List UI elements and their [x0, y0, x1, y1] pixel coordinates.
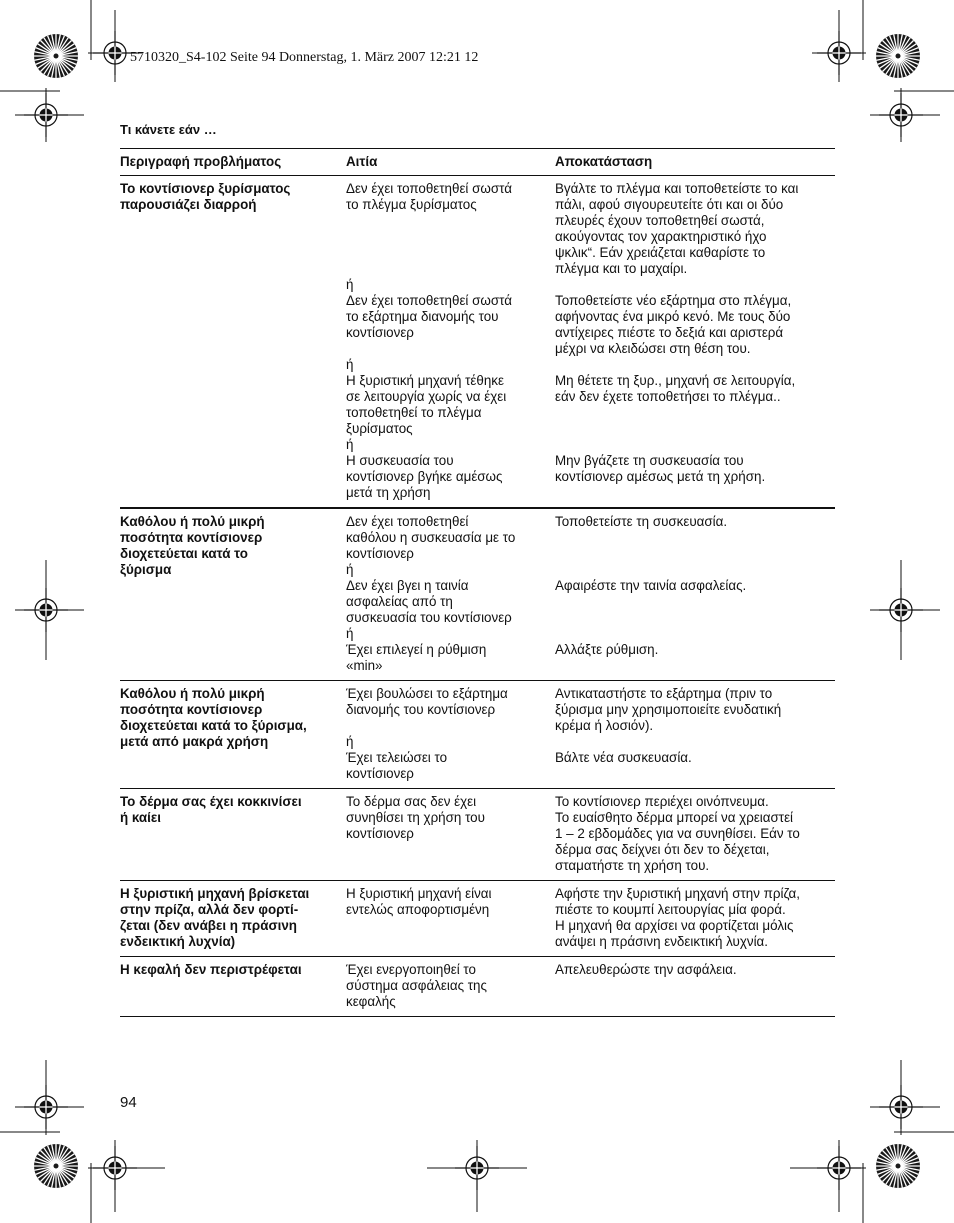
cause-remedy-group	[346, 514, 835, 674]
cause-remedy-pair	[346, 562, 835, 626]
cause-remedy-pair	[346, 181, 835, 277]
cause-text: Έχει βουλώσει το εξάρτημα διανομής του κοντίσιονερ	[346, 686, 508, 717]
cause-remedy-group	[346, 962, 835, 1010]
cause-remedy-group	[346, 181, 835, 501]
column-header-problem: Περιγραφή προβλήματος	[120, 154, 282, 169]
cause-text: Δεν έχει τοποθετηθεί σωστά το πλέγμα ξυρίσματος	[346, 181, 512, 212]
column-header-remedy: Αποκατάσταση	[555, 154, 653, 169]
cause-remedy-group	[346, 794, 835, 874]
remedy-text: Αλλάξτε ρύθμιση.	[555, 642, 659, 657]
remedy-text: Το κοντίσιονερ περιέχει οινόπνευμα. Το ευαίσθητο δέρμα μπορεί να χρειαστεί 1 – 2 εβδομάδες για να συνηθίσει. Εάν το δέρμα σας δείχνει ότι δεν το δέχεται, σταματήστε τη χρήση του.	[555, 794, 800, 873]
remedy-text: Βάλτε νέα συσκευασία.	[555, 750, 692, 765]
table-row	[120, 789, 835, 881]
section-title: Τι κάνετε εάν …	[120, 122, 217, 137]
remedy-text: Αφήστε την ξυριστική μηχανή στην πρίζα, πιέστε το κουμπί λειτουργίας μία φορά. Η μηχανή θα αρχίσει να φορτίζεται μόλις ανάψει η πράσινη ενδεικτική λυχνία.	[555, 886, 800, 949]
cause-remedy-pair	[346, 794, 835, 874]
cause-text: Η ξυριστική μηχανή είναι εντελώς αποφορτισμένη	[346, 886, 492, 917]
remedy-text: Μη θέτετε τη ξυρ., μηχανή σε λειτουργία, εάν δεν έχετε τοποθετήσει το πλέγμα..	[555, 373, 796, 404]
cause-text: ή Η συσκευασία του κοντίσιονερ βγήκε αμέσως μετά τη χρήση	[346, 437, 503, 500]
cause-remedy-pair	[346, 962, 835, 1010]
cause-text: Το δέρμα σας δεν έχει συνηθίσει τη χρήση του κοντίσιονερ	[346, 794, 485, 841]
print-header: 5710320_S4-102 Seite 94 Donnerstag, 1. März 2007 12:21 12	[130, 50, 479, 65]
remedy-text: Μην βγάζετε τη συσκευασία του κοντίσιονερ αμέσως μετά τη χρήση.	[555, 453, 766, 484]
page-number: 94	[120, 1094, 137, 1111]
remedy-text: Απελευθερώστε την ασφάλεια.	[555, 962, 737, 977]
table-row	[120, 881, 835, 957]
cause-text: ή Δεν έχει βγει η ταινία ασφαλείας από τη συσκευασία του κοντίσιονερ	[346, 562, 512, 625]
cause-remedy-group	[346, 886, 835, 950]
remedy-text: Τοποθετείστε τη συσκευασία.	[555, 514, 728, 529]
cause-remedy-pair	[346, 886, 835, 950]
cause-remedy-pair	[346, 357, 835, 437]
cause-remedy-pair	[346, 437, 835, 501]
cause-text: ή Δεν έχει τοποθετηθεί σωστά το εξάρτημα διανομής του κοντίσιονερ	[346, 277, 512, 340]
cause-remedy-group	[346, 686, 835, 782]
cause-text: Έχει ενεργοποιηθεί το σύστημα ασφάλειας της κεφαλής	[346, 962, 487, 1009]
remedy-text: Αφαιρέστε την ταινία ασφαλείας.	[555, 578, 747, 593]
table-row	[120, 509, 835, 681]
cause-text: Δεν έχει τοποθετηθεί καθόλου η συσκευασία με το κοντίσιονερ	[346, 514, 516, 561]
cause-remedy-pair	[346, 734, 835, 782]
cause-text: ή Έχει επιλεγεί η ρύθμιση «min»	[346, 626, 487, 673]
problem-description: Το δέρμα σας έχει κοκκινίσει ή καίει	[120, 794, 302, 825]
table-row	[120, 957, 835, 1017]
cause-remedy-pair	[346, 686, 835, 734]
table-header-row	[120, 148, 835, 176]
column-header-cause: Αιτία	[346, 154, 378, 169]
problem-description: Η ξυριστική μηχανή βρίσκεται στην πρίζα, αλλά δεν φορτί- ζεται (δεν ανάβει η πράσινη ενδεικτική λυχνία)	[120, 886, 310, 949]
remedy-text: Τοποθετείστε νέο εξάρτημα στο πλέγμα, αφήνοντας ένα μικρό κενό. Με τους δύο αντίχειρες πιέστε το δεξιά και αριστερά μέχρι να κλειδώσει στη θέση του.	[555, 293, 792, 356]
problem-description: Καθόλου ή πολύ μικρή ποσότητα κοντίσιονερ διοχετεύεται κατά το ξύρισμα, μετά από μακρά χρήση	[120, 686, 307, 749]
problem-description: Το κοντίσιονερ ξυρίσματος παρουσιάζει διαρροή	[120, 181, 291, 212]
table-row	[120, 176, 835, 509]
cause-remedy-pair	[346, 277, 835, 357]
problem-description: Η κεφαλή δεν περιστρέφεται	[120, 962, 302, 977]
remedy-text: Αντικαταστήστε το εξάρτημα (πριν το ξύρισμα μην χρησιμοποιείτε ενυδατική κρέμα ή λοσιόν).	[555, 686, 782, 733]
cause-remedy-pair	[346, 626, 835, 674]
cause-text: ή Έχει τελειώσει το κοντίσιονερ	[346, 734, 448, 781]
cause-text: ή Η ξυριστική μηχανή τέθηκε σε λειτουργία χωρίς να έχει τοποθετηθεί το πλέγμα ξυρίσματος	[346, 357, 507, 436]
remedy-text: Βγάλτε το πλέγμα και τοποθετείστε το και πάλι, αφού σιγουρευτείτε ότι και οι δύο πλευρές έχουν τοποθετηθεί σωστά, ακούγοντας τον χαρακτηριστικό ήχο ψκλικ“. Εάν χρειάζεται καθαρίστε το πλέγμα και το μαχαίρι.	[555, 181, 799, 276]
cause-remedy-pair	[346, 514, 835, 562]
troubleshooting-table	[120, 148, 835, 1017]
table-row	[120, 681, 835, 789]
table-body	[120, 176, 835, 1017]
problem-description: Καθόλου ή πολύ μικρή ποσότητα κοντίσιονερ διοχετεύεται κατά το ξύρισμα	[120, 514, 265, 577]
